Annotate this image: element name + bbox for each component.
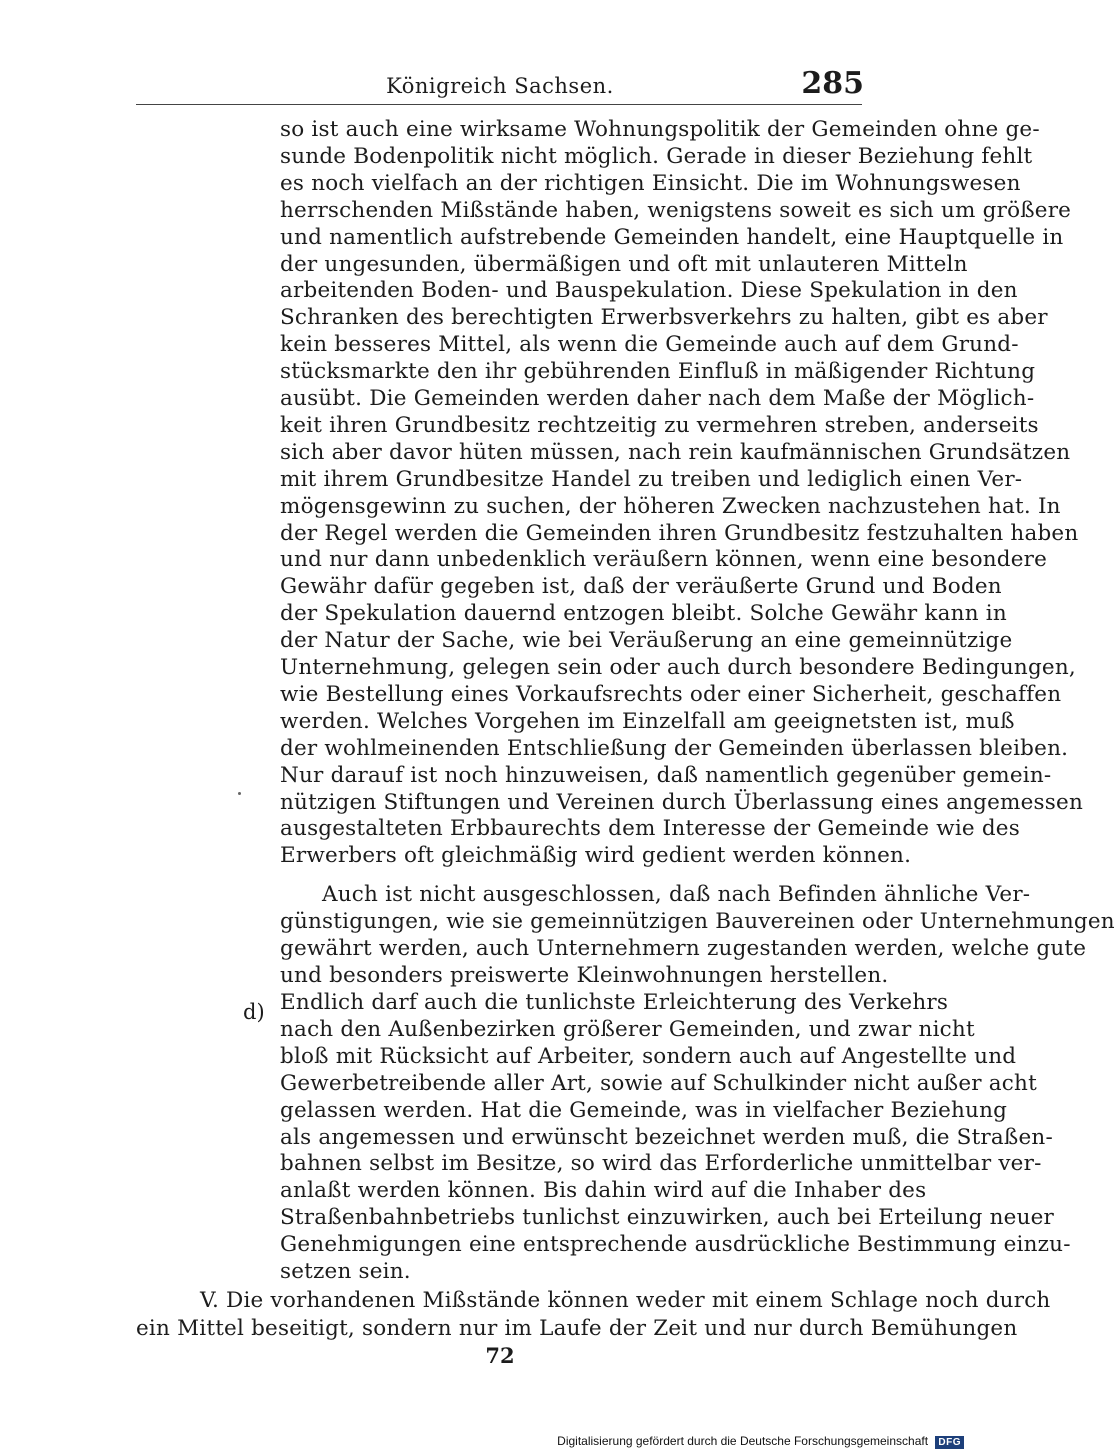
text-line: Schranken des berechtigten Erwerbsverkehrs zu halten, gibt es aber (280, 305, 1048, 331)
text-line: sich aber davor hüten müssen, nach rein kaufmännischen Grundsätzen (280, 439, 1071, 465)
text-line: und besonders preiswerte Kleinwohnungen herstellen. (280, 962, 889, 988)
page-number: 285 (801, 66, 864, 101)
text-line: der wohlmeinenden Entschließung der Gemeinden überlassen bleiben. (280, 735, 1069, 761)
text-line: der Regel werden die Gemeinden ihren Grundbesitz festzuhalten haben (280, 520, 1079, 546)
text-line: bahnen selbst im Besitze, so wird das Erforderliche unmittelbar ver- (280, 1151, 1042, 1177)
text-line: herrschenden Mißstände haben, wenigstens soweit es sich um größere (280, 197, 1072, 223)
text-line: Nur darauf ist noch hinzuweisen, daß namentlich gegenüber gemein- (280, 762, 1052, 788)
text-line: als angemessen und erwünscht bezeichnet werden muß, die Straßen- (280, 1124, 1053, 1150)
credit-text: Digitalisierung gefördert durch die Deutsche Forschungsgemeinschaft (557, 1434, 929, 1448)
text-line: kein besseres Mittel, als wenn die Gemeinde auch auf dem Grund- (280, 332, 1019, 358)
text-line: wie Bestellung eines Vorkaufsrechts oder einer Sicherheit, geschaffen (280, 681, 1062, 707)
text-line: stücksmarkte den ihr gebührenden Einfluß in mäßigender Richtung (280, 359, 1036, 385)
text-line: anlaßt werden können. Bis dahin wird auf die Inhaber des (280, 1178, 927, 1204)
text-line: werden. Welches Vorgehen im Einzelfall am geeignetsten ist, muß (280, 708, 1015, 734)
text-line: ausgestalteten Erbbaurechts dem Interesse der Gemeinde wie des (280, 816, 1020, 842)
text-line: so ist auch eine wirksame Wohnungspolitik der Gemeinden ohne ge- (280, 117, 1040, 142)
text-line: Erwerbers oft gleichmäßig wird gedient werden können. (280, 843, 912, 869)
dfg-logo: DFG (935, 1436, 964, 1449)
text-line: der ungesunden, übermäßigen und oft mit unlauteren Mitteln (280, 251, 968, 277)
text-line: ein Mittel beseitigt, sondern nur im Laufe der Zeit und nur durch Bemühungen (136, 1315, 1018, 1341)
text-line: gewährt werden, auch Unternehmern zugestanden werden, welche gute (280, 935, 1087, 961)
text-line: sunde Bodenpolitik nicht möglich. Gerade in dieser Beziehung fehlt (280, 143, 1033, 169)
text-line: der Natur der Sache, wie bei Veräußerung an eine gemeinnützige (280, 628, 1013, 654)
text-line: bloß mit Rücksicht auf Arbeiter, sondern auch auf Angestellte und (280, 1043, 1017, 1069)
text-line: nützigen Stiftungen und Vereinen durch Überlassung eines angemessen (280, 789, 1083, 815)
digitization-credit (557, 1434, 964, 1449)
text-line: setzen sein. (280, 1259, 411, 1284)
text-line: Auch ist nicht ausgeschlossen, daß nach Befinden ähnliche Ver- (322, 882, 1031, 907)
list-marker-d: d) (243, 1000, 265, 1024)
signature-number: 72 (485, 1343, 515, 1368)
text-line: und namentlich aufstrebende Gemeinden handelt, eine Hauptquelle in (280, 224, 1064, 250)
header-rule (136, 104, 862, 105)
text-line: ausübt. Die Gemeinden werden daher nach dem Maße der Möglich- (280, 386, 1035, 411)
text-line: keit ihren Grundbesitz rechtzeitig zu vermehren streben, anderseits (280, 412, 1039, 438)
text-line: mit ihrem Grundbesitze Handel zu treiben und lediglich einen Ver- (280, 466, 1023, 492)
margin-dot (238, 792, 241, 795)
text-line: mögensgewinn zu suchen, der höheren Zwecken nachzustehen hat. In (280, 493, 1061, 519)
text-line: Endlich darf auch die tunlichste Erleichterung des Verkehrs (280, 990, 949, 1015)
text-line: Genehmigungen eine entsprechende ausdrückliche Bestimmung einzu- (280, 1232, 1071, 1258)
text-line: es noch vielfach an der richtigen Einsicht. Die im Wohnungswesen (280, 170, 1021, 196)
text-line: arbeitenden Boden- und Bauspekulation. Diese Spekulation in den (280, 278, 1018, 304)
text-line: Gewerbetreibende aller Art, sowie auf Schulkinder nicht außer acht (280, 1070, 1037, 1096)
text-line: der Spekulation dauernd entzogen bleibt. Solche Gewähr kann in (280, 601, 1007, 627)
running-header: Königreich Sachsen. (386, 74, 614, 98)
text-line: nach den Außenbezirken größerer Gemeinden, und zwar nicht (280, 1016, 975, 1042)
text-line: und nur dann unbedenklich veräußern können, wenn eine besondere (280, 547, 1048, 573)
text-line: gelassen werden. Hat die Gemeinde, was in vielfacher Beziehung (280, 1097, 1008, 1123)
text-line: Gewähr dafür gegeben ist, daß der veräußerte Grund und Boden (280, 574, 1002, 600)
text-line: günstigungen, wie sie gemeinnützigen Bauvereinen oder Unternehmungen (280, 908, 1115, 934)
text-line: Straßenbahnbetriebs tunlichst einzuwirken, auch bei Erteilung neuer (280, 1205, 1055, 1231)
text-line: Unternehmung, gelegen sein oder auch durch besondere Bedingungen, (280, 655, 1076, 680)
text-line: V. Die vorhandenen Mißstände können weder mit einem Schlage noch durch (200, 1288, 1051, 1313)
